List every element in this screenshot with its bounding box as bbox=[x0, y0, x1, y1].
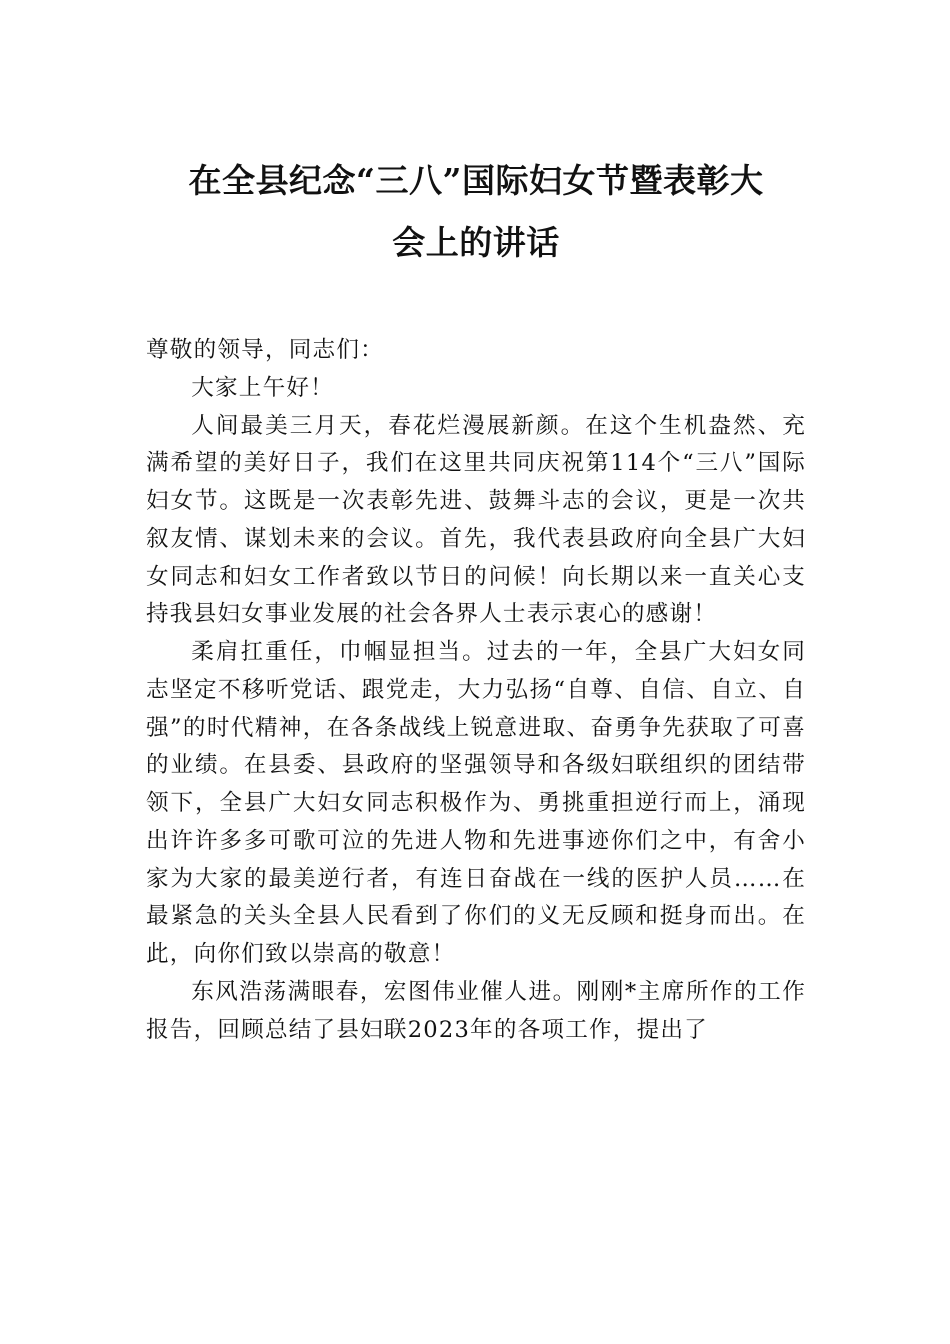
salutation: 尊敬的领导，同志们： bbox=[146, 337, 384, 363]
paragraph-greeting: 大家上午好！ bbox=[191, 374, 334, 401]
paragraph-achievements: 柔肩扛重任，巾帼显担当。过去的一年，全县广大妇女同志坚定不移听党话、跟党走，大力弘扬“自尊、自信、自立、自强”的时代精神，在各条战线上锐意进取、奋勇争先获取了可喜的业绩。在县委、县政府的坚强领导和各级妇联组织的团结带领下，全县广大妇女同志积极作为、勇挑重担逆行而上，涌现出许许多多可歌可泣的先进人物和先进事迹你们之中，有舍小家为大家的最美逆行者，有连日奋战在一线的医护人员……在最紧急的关头全县人民看到了你们的义无反顾和挺身而出。在此，向你们致以崇高的敬意！ bbox=[146, 639, 806, 967]
title-line-2: 会上的讲话 bbox=[392, 223, 560, 262]
paragraph-opening: 人间最美三月天，春花烂漫展新颜。在这个生机盎然、充满希望的美好日子，我们在这里共同庆祝第114个“三八”国际妇女节。这既是一次表彰先进、鼓舞斗志的会议，更是一次共叙友情、谋划未来的会议。首先，我代表县政府向全县广大妇女同志和妇女工作者致以节日的问候！向长期以来一直关心支持我县妇女事业发展的社会各界人士表示衷心的感谢！ bbox=[146, 412, 806, 628]
document-title bbox=[145, 150, 807, 274]
paragraph-report: 东风浩荡满眼春，宏图伟业催人进。刚刚*主席所作的工作报告，回顾总结了县妇联2023年的各项工作，提出了 bbox=[146, 978, 806, 1043]
document-body bbox=[146, 332, 806, 1049]
title-line-1: 在全县纪念“三八”国际妇女节暨表彰大 bbox=[188, 161, 764, 200]
